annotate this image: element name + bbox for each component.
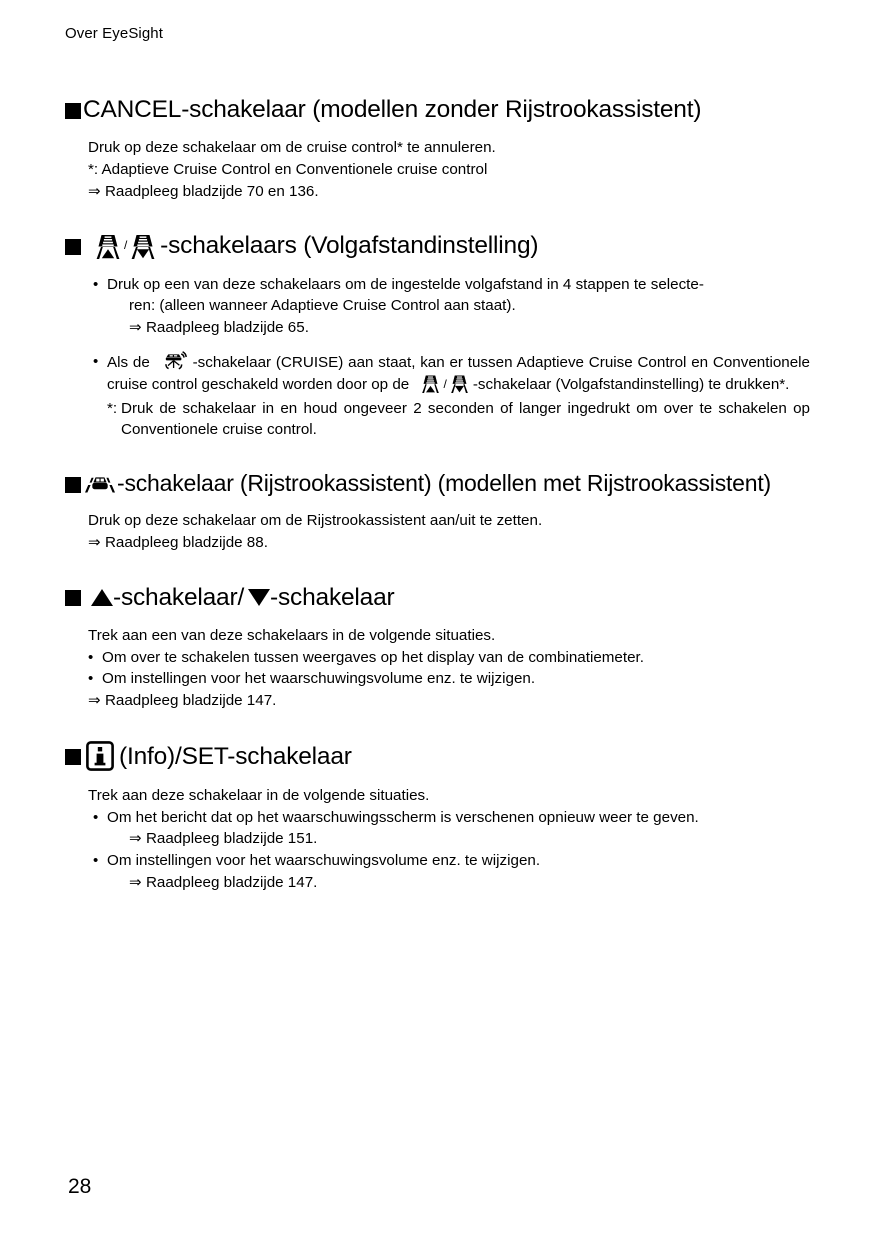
follow-distance-increase-icon: [421, 374, 440, 393]
body-intro: Trek aan deze schakelaar in de volgende situaties.: [88, 787, 430, 805]
bullet-text-part3: -schakelaar (Volgafstandinstelling) te drukken*.: [472, 375, 790, 393]
bullet-text: Om instellingen voor het waarschuwingsvolume enz. te wijzigen.: [107, 852, 541, 870]
section-lane-assist-switch: [65, 471, 810, 554]
section-heading: [65, 96, 810, 123]
bullet-line: Druk op een van deze schakelaars om de ingestelde volgafstand in 4 stappen te selecte-: [107, 275, 704, 293]
black-square-icon: [65, 103, 81, 119]
black-square-icon: [65, 749, 81, 765]
bullet-dot-icon: •: [93, 852, 99, 870]
footnote-item: [107, 398, 810, 441]
body-line: Druk op deze schakelaar om de Rijstrookassistent aan/uit te zetten.: [88, 512, 543, 530]
bullet-item: [93, 274, 810, 339]
footnote-text: Druk de schakelaar in en houd ongeveer 2 seconden of langer ingedrukt om over te schakelen op Conventionele cruise control.: [121, 399, 810, 439]
section-heading: [65, 584, 810, 611]
footnote-marker: *:: [107, 399, 118, 417]
black-square-icon: [65, 477, 81, 493]
cruise-radar-car-icon: [165, 351, 187, 371]
follow-distance-decrease-icon: [130, 233, 156, 259]
section-heading-label: -schakelaars (Volgafstandinstelling): [160, 232, 539, 260]
section-heading-mid: -schakelaar/: [113, 583, 245, 611]
cross-reference: ⇒ Raadpleeg bladzijde 70 en 136.: [88, 182, 319, 200]
black-square-icon: [65, 590, 81, 606]
section-body: [65, 274, 810, 441]
cross-reference: ⇒ Raadpleeg bladzijde 147.: [88, 691, 277, 709]
bullet-item: [93, 351, 810, 395]
bullet-text-part1: Als de: [107, 354, 150, 372]
section-body: [65, 137, 810, 202]
lane-keep-assist-icon: [83, 472, 117, 495]
bullet-dot-icon: •: [93, 808, 99, 826]
bullet-text: Om instellingen voor het waarschuwingsvolume enz. te wijzigen.: [102, 670, 536, 688]
cross-reference: ⇒ Raadpleeg bladzijde 65.: [129, 318, 309, 336]
follow-distance-increase-icon: [95, 233, 121, 259]
bullet-text: Om het bericht dat op het waarschuwingsscherm is verschenen opnieuw weer te geven.: [107, 808, 699, 826]
bullet-dot-icon: •: [93, 353, 99, 371]
section-heading-end: -schakelaar: [270, 583, 395, 611]
section-updown-switch: [65, 584, 810, 712]
section-body: [65, 625, 810, 711]
section-heading-label: CANCEL-schakelaar (modellen zonder Rijstrookassistent): [83, 96, 702, 123]
cross-reference: ⇒ Raadpleeg bladzijde 151.: [129, 830, 318, 848]
bullet-dot-icon: •: [88, 670, 94, 688]
page-content: [65, 96, 810, 893]
section-heading: [65, 741, 810, 771]
section-heading-label: -schakelaar (Rijstrookassistent) (modellen met Rijstrookassistent): [117, 469, 772, 496]
section-heading-label: (Info)/SET-schakelaar: [119, 742, 352, 770]
triangle-up-icon: [91, 589, 113, 606]
black-square-icon: [65, 239, 81, 255]
section-follow-distance-switches: [65, 232, 810, 440]
section-cancel-switch: [65, 96, 810, 202]
bullet-text: Om over te schakelen tussen weergaves op het display van de combinatiemeter.: [102, 648, 644, 666]
section-heading: [65, 471, 810, 497]
bullet-paragraph: [107, 351, 810, 395]
section-info-set-switch: [65, 741, 810, 893]
bullet-item: [93, 850, 810, 893]
icon-separator: /: [124, 238, 128, 253]
bullet-dot-icon: •: [88, 648, 94, 666]
cross-reference: ⇒ Raadpleeg bladzijde 88.: [88, 533, 268, 551]
cross-reference: ⇒ Raadpleeg bladzijde 147.: [129, 873, 318, 891]
info-box-icon: [86, 741, 114, 771]
section-heading: [65, 232, 810, 259]
running-head: Over EyeSight: [65, 25, 164, 42]
bullet-line: ren: (alleen wanneer Adaptieve Cruise Control aan staat).: [129, 297, 516, 315]
section-body: [65, 510, 810, 553]
section-body: [65, 785, 810, 893]
triangle-down-icon: [248, 589, 270, 606]
body-intro: Trek aan een van deze schakelaars in de volgende situaties.: [88, 627, 496, 644]
footnote-line: *: Adaptieve Cruise Control en Conventionele cruise control: [88, 161, 488, 179]
body-line: Druk op deze schakelaar om de cruise control* te annuleren.: [88, 139, 496, 157]
follow-distance-decrease-icon: [450, 374, 469, 393]
bullet-text-part2: -schakelaar (CRUISE) aan staat, kan er tussen Adaptieve Cruise Control en Conventionele cruise control geschakeld worden door op de: [107, 354, 810, 393]
bullet-item: [93, 807, 810, 850]
page-number: 28: [68, 1175, 92, 1198]
bullet-item: [88, 668, 810, 690]
icon-separator: /: [443, 376, 447, 391]
bullet-item: [88, 647, 810, 669]
bullet-dot-icon: •: [93, 275, 99, 293]
